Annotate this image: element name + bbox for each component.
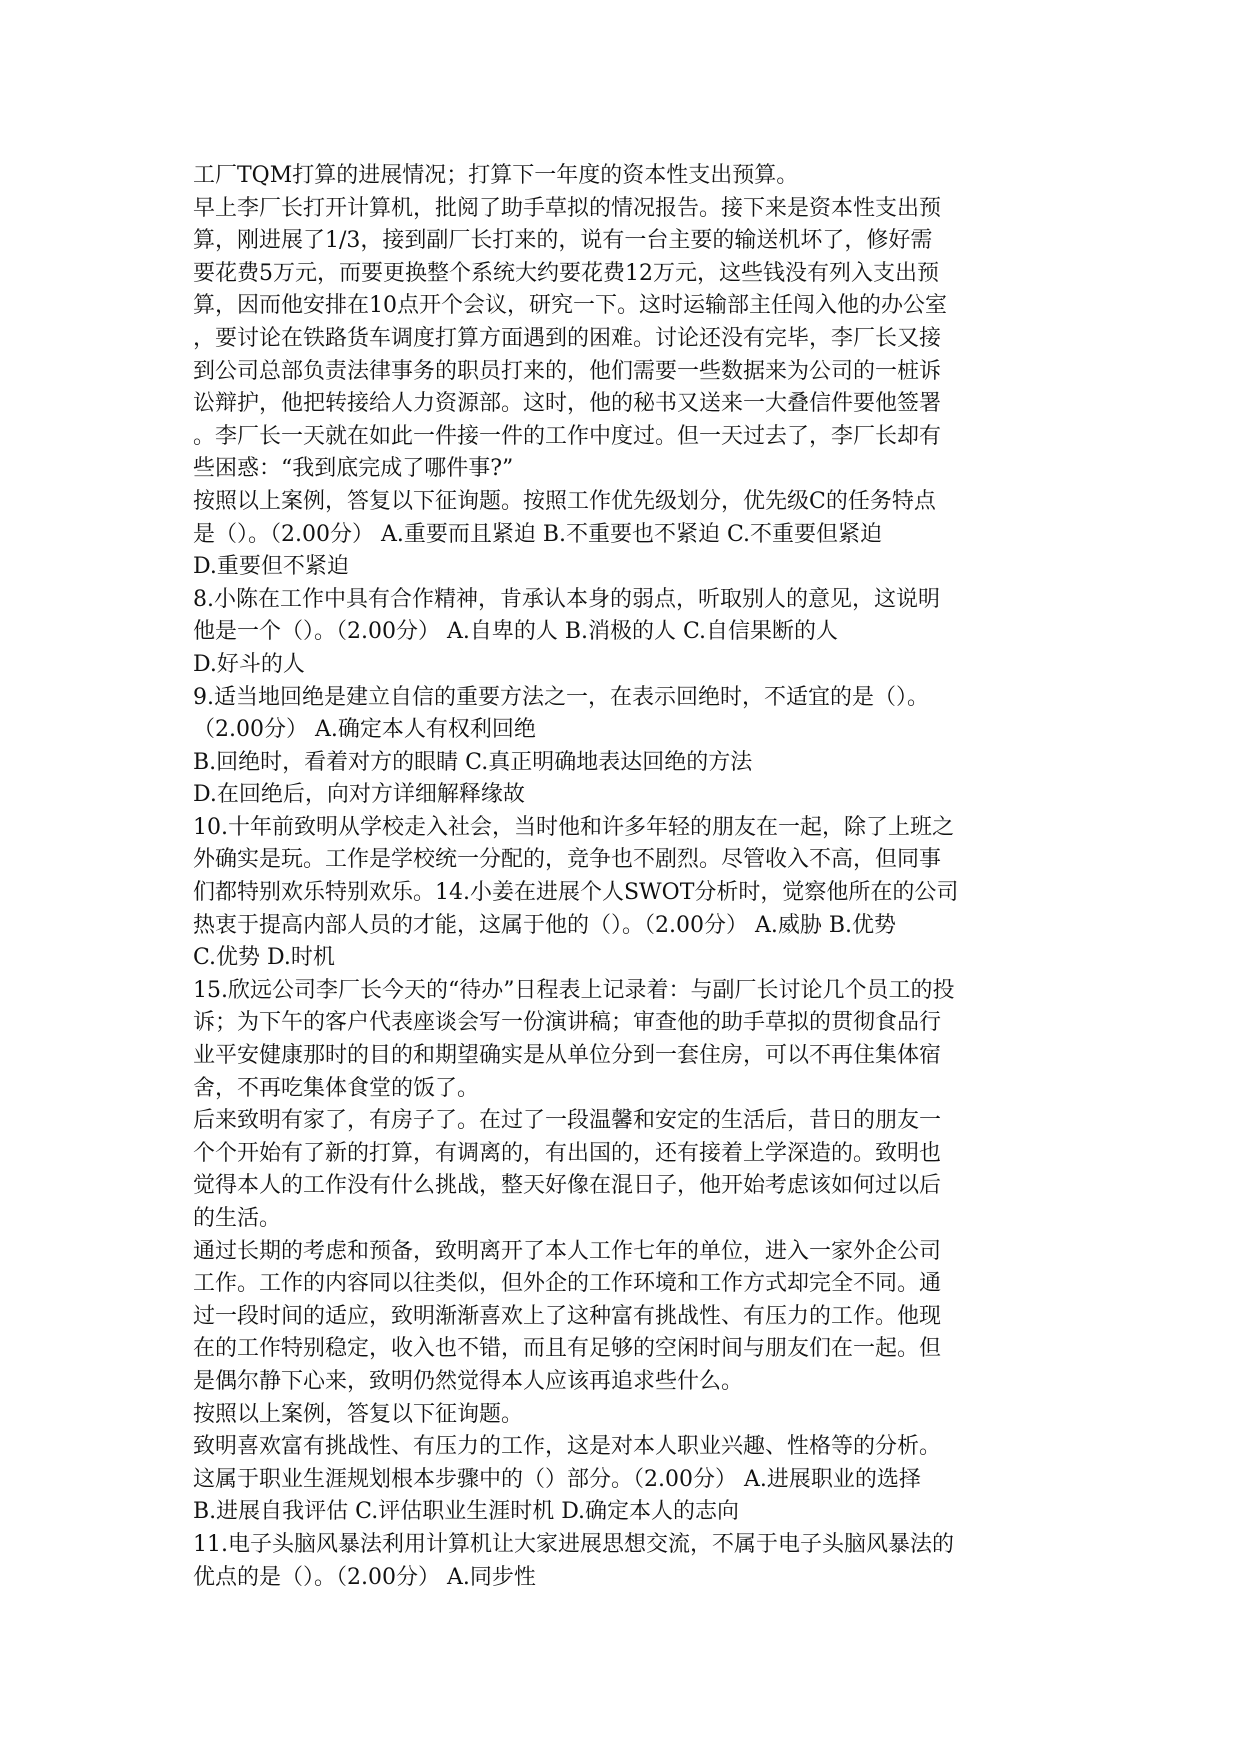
text-line: ，要讨论在铁路货车调度打算方面遇到的困难。讨论还没有完毕，李厂长又接	[193, 325, 942, 351]
text-line: 11.电子头脑风暴法利用计算机让大家进展思想交流，不属于电子头脑风暴法的	[193, 1531, 954, 1557]
text-line: B.回绝时，看着对方的眼睛 C.真正明确地表达回绝的方法	[193, 749, 753, 775]
text-line: 。李厂长一天就在如此一件接一件的工作中度过。但一天过去了，李厂长却有	[193, 423, 942, 449]
text-line: 15.欣远公司李厂长今天的“待办”日程表上记录着：与副厂长讨论几个员工的投	[193, 977, 955, 1003]
text-line: 他是一个（）。（2.00分） A.自卑的人 B.消极的人 C.自信果断的人	[193, 619, 839, 645]
text-line: 热衷于提高内部人员的才能，这属于他的（）。（2.00分） A.威胁 B.优势	[193, 912, 897, 938]
text-line: 业平安健康那时的目的和期望确实是从单位分到一套住房，可以不再住集体宿	[193, 1043, 942, 1069]
text-line: 8.小陈在工作中具有合作精神，肯承认本身的弱点，听取别人的意见，这说明	[193, 586, 940, 612]
text-line: 是（）。（2.00分） A.重要而且紧迫 B.不重要也不紧迫 C.不重要但紧迫	[193, 521, 883, 547]
text-line: 优点的是（）。（2.00分） A.同步性	[193, 1564, 536, 1590]
text-line: 在的工作特别稳定，收入也不错，而且有足够的空闲时间与朋友们在一起。但	[193, 1336, 942, 1362]
text-line: D.在回绝后，向对方详细解释缘故	[193, 782, 525, 808]
text-line: 算，刚进展了1/3，接到副厂长打来的，说有一台主要的输送机坏了，修好需	[193, 228, 933, 254]
text-line: C.优势 D.时机	[193, 945, 335, 971]
text-line: 些困惑：“我到底完成了哪件事?”	[193, 456, 514, 482]
document-body	[193, 160, 1073, 1594]
text-line: 算，因而他安排在10点开个会议，研究一下。这时运输部主任闯入他的办公室	[193, 293, 947, 319]
text-line: 舍，不再吃集体食堂的饭了。	[193, 1075, 480, 1101]
text-line: 10.十年前致明从学校走入社会，当时他和许多年轻的朋友在一起，除了上班之	[193, 814, 954, 840]
text-line: 按照以上案例，答复以下征询题。按照工作优先级划分，优先级C的任务特点	[193, 488, 936, 514]
text-line: B.进展自我评估 C.评估职业生涯时机 D.确定本人的志向	[193, 1499, 740, 1525]
text-line: 要花费5万元，而要更换整个系统大约要花费12万元，这些钱没有列入支出预	[193, 260, 939, 286]
text-line: 9.适当地回绝是建立自信的重要方法之一，在表示回绝时，不适宜的是（）。	[193, 684, 929, 710]
text-line: 按照以上案例，答复以下征询题。	[193, 1401, 524, 1427]
text-line: D.好斗的人	[193, 651, 305, 677]
text-line: 是偶尔静下心来，致明仍然觉得本人应该再追求些什么。	[193, 1368, 744, 1394]
text-line: 致明喜欢富有挑战性、有压力的工作，这是对本人职业兴趣、性格等的分析。	[193, 1434, 942, 1460]
text-line: 觉得本人的工作没有什么挑战，整天好像在混日子，他开始考虑该如何过以后	[193, 1173, 942, 1199]
text-line: （2.00分） A.确定本人有权利回绝	[193, 717, 536, 743]
text-line: 的生活。	[193, 1206, 282, 1231]
text-line: 诉；为下午的客户代表座谈会写一份演讲稿；审查他的助手草拟的贯彻食品行	[193, 1010, 942, 1036]
text-line: 后来致明有家了，有房子了。在过了一段温馨和安定的生活后，昔日的朋友一	[193, 1108, 942, 1134]
text-line: 过一段时间的适应，致明渐渐喜欢上了这种富有挑战性、有压力的工作。他现	[193, 1303, 942, 1329]
text-line: 早上李厂长打开计算机，批阅了助手草拟的情况报告。接下来是资本性支出预	[193, 195, 942, 221]
text-line: 外确实是玩。工作是学校统一分配的，竞争也不剧烈。尽管收入不高，但同事	[193, 847, 942, 873]
text-line: 个个开始有了新的打算，有调离的，有出国的，还有接着上学深造的。致明也	[193, 1140, 942, 1166]
text-line: 通过长期的考虑和预备，致明离开了本人工作七年的单位，进入一家外企公司	[193, 1238, 942, 1264]
text-line: D.重要但不紧迫	[193, 554, 349, 580]
text-line: 讼辩护，他把转接给人力资源部。这时，他的秘书又送来一大叠信件要他签署	[193, 391, 942, 417]
text-line: 这属于职业生涯规划根本步骤中的（）部分。（2.00分） A.进展职业的选择	[193, 1466, 921, 1492]
text-line: 们都特别欢乐特别欢乐。14.小姜在进展个人SWOT分析时，觉察他所在的公司	[193, 880, 959, 906]
text-line: 工作。工作的内容同以往类似，但外企的工作环境和工作方式却完全不同。通	[193, 1271, 942, 1297]
text-line: 工厂TQM打算的进展情况；打算下一年度的资本性支出预算。	[193, 163, 799, 188]
text-line: 到公司总部负责法律事务的职员打来的，他们需要一些数据来为公司的一桩诉	[193, 358, 942, 384]
